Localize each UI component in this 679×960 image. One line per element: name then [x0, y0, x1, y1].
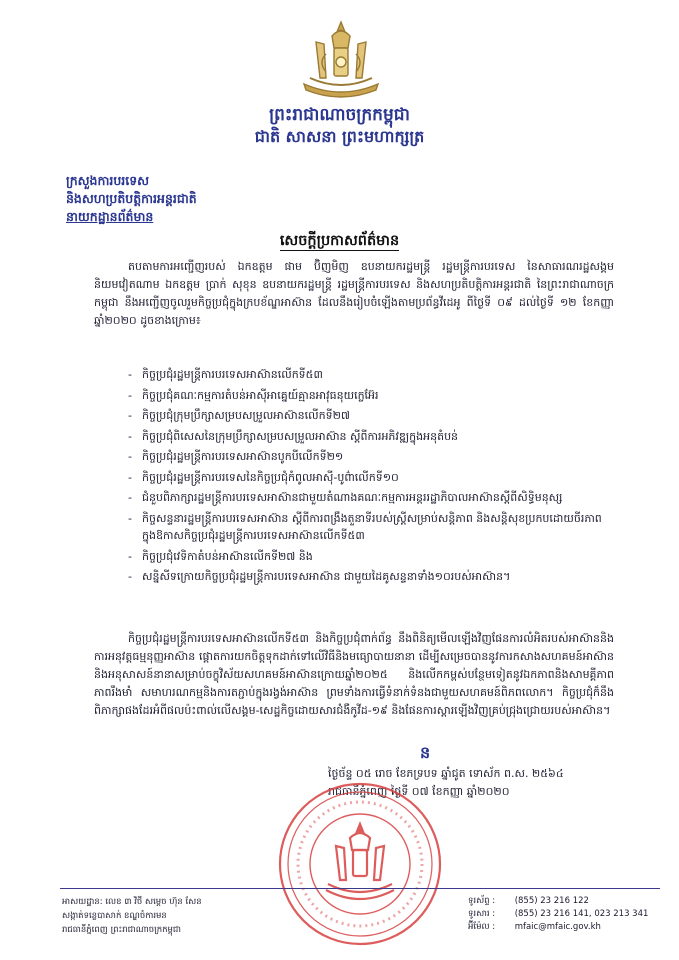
footer-contacts — [468, 895, 648, 934]
phone-value: (855) 23 216 122 — [514, 896, 589, 906]
department-name: នាយកដ្ឋានព័ត៌មាន — [66, 209, 154, 224]
royal-arms-emblem-icon — [296, 18, 386, 100]
email-value[interactable]: mfaic@mfaic.gov.kh — [514, 922, 601, 932]
address-line: សង្កាត់ទន្លេបាសាក់ ខណ្ឌចំការមន — [62, 911, 167, 921]
email-label: អ៊ីម៉ែល : — [468, 922, 496, 932]
document-title-text: សេចក្តីប្រកាសព័ត៌មាន — [279, 232, 400, 249]
address-line: រាជធានីភ្នំពេញ ព្រះរាជាណាចក្រកម្ពុជា — [62, 925, 181, 935]
list-item: - កិច្ចប្រជុំរដ្ឋមន្ត្រីការបរទេសអាស៊ានបូកបីលើកទី២១ — [128, 448, 618, 466]
lunar-date: ថ្ងៃច័ន្ទ ០៥ រោច ខែភទ្របទ ឆ្នាំជូត ទោស័ក ព.ស. ២៥៦៤ — [328, 767, 564, 780]
fax-value: (855) 23 216 141, 023 213 341 — [514, 909, 649, 919]
phone-label: ទូរស័ព្ទ : — [468, 896, 496, 906]
intro-paragraph: តបតាមការអញ្ជើញរបស់ ឯកឧត្តម ផាម ប៊ិញមិញ ឧបនាយករដ្ឋមន្ត្រី រដ្ឋមន្ត្រីការបរទេស នៃសាធារណរដ្ឋសង្គមនិយមវៀតណាម ឯកឧត្តម ប្រាក់ សុខុន ឧបនាយករដ្ឋមន្ត្រី រដ្ឋមន្ត្រីការបរទេស និងសហប្រតិបត្តិការអន្តរជាតិ នៃព្រះរាជាណាចក្រកម្ពុជា នឹងអញ្ជើញចូលរួមកិច្ចប្រជុំក្នុងក្របខ័ណ្ឌអាស៊ាន ដែលនឹងរៀបចំឡើងតាមប្រព័ន្ធវីដេអូ ពីថ្ងៃទី ០៩ ដល់ថ្ងៃទី ១២ ខែកញ្ញា ឆ្នាំ២០២០ ដូចខាងក្រោម៖ — [94, 260, 614, 327]
national-motto: ជាតិ សាសនា ព្រះមហាក្សត្រ — [254, 127, 425, 146]
list-item: - កិច្ចប្រជុំក្រុមប្រឹក្សាសម្របសម្រួលអាស៊ានលើកទី២៧ — [128, 407, 618, 425]
list-item: - ជំនួបពិភាក្សារដ្ឋមន្ត្រីការបរទេសអាស៊ានជាមួយតំណាងគណៈកម្មការអន្តររដ្ឋាភិបាលអាស៊ានស្តីពីសិទ្ធិមនុស្ស — [128, 489, 618, 507]
footer-address — [62, 895, 202, 937]
ministry-name: ក្រសួងការបរទេស — [66, 173, 150, 188]
ministry-name-cont: និងសហប្រតិបត្តិការអន្តរជាតិ — [66, 191, 197, 206]
initial-mark: ន — [420, 743, 431, 762]
solar-date: រាជធានីភ្នំពេញ ថ្ងៃទី ០៧ ខែកញ្ញា ឆ្នាំ២០២០ — [328, 785, 510, 798]
ministry-red-seal-icon — [276, 780, 444, 948]
list-item: - កិច្ចប្រជុំពិសេសនៃក្រុមប្រឹក្សាសម្របសម្រួលអាស៊ាន ស្តីពីការអភិវឌ្ឍក្នុងអនុតំបន់ — [128, 428, 618, 446]
list-item: - កិច្ចប្រជុំរដ្ឋមន្ត្រីការបរទេសនៃកិច្ចប្រជុំកំពូលអាស៊ី-បូព៌ាលើកទី១០ — [128, 469, 618, 487]
list-item: - កិច្ចប្រជុំវេទិកាតំបន់អាស៊ានលើកទី២៧ និង — [128, 548, 618, 566]
meeting-list — [128, 366, 618, 589]
list-item: - កិច្ចប្រជុំរដ្ឋមន្ត្រីការបរទេសអាស៊ានលើកទី៥៣ — [128, 366, 618, 384]
ministry-block — [66, 172, 197, 226]
email-row — [468, 921, 648, 934]
kingdom-title: ព្រះរាជាណាចក្រកម្ពុជា — [269, 105, 410, 125]
document-title — [0, 232, 679, 253]
phone-row — [468, 895, 648, 908]
list-item: - កិច្ចសន្ទនារដ្ឋមន្ត្រីការបរទេសអាស៊ាន ស្តីពីការពង្រឹងតួនាទីរបស់ស្ត្រីសម្រាប់សន្តិភាព និងសន្តិសុខប្រកបដោយចីរភាព ក្នុងឱកាសកិច្ចប្រជុំរដ្ឋមន្ត្រីការបរទេសអាស៊ានលើកទី៥៣ — [128, 510, 618, 545]
fax-label: ទូរសារ : — [468, 909, 496, 919]
second-paragraph: កិច្ចប្រជុំរដ្ឋមន្ត្រីការបរទេសអាស៊ានលើកទី៥៣ និងកិច្ចប្រជុំពាក់ព័ន្ធ នឹងពិនិត្យមើលឡើងវិញផែនការលំអិតរបស់អាស៊ាននិងការអនុវត្តធម្មនុញ្ញអាស៊ាន ផ្តោតការយកចិត្តទុកដាក់ទៅលើវិធីនិងមធ្យោបាយនានា ដើម្បីសម្រេចបាននូវការកសាងសហគមន៍អាស៊ាននិងអនុសាសន៍នានាសម្រាប់ចក្ខុវិស័យសហគមន៍អាស៊ានក្រោយឆ្នាំ២០២៥ និងលើកកម្ពស់បន្ថែមទៀតនូវឯកភាពនិងសាមគ្គីភាព ភាពរឹងមាំ សមាហរណកម្មនិងការតភ្ជាប់ក្នុងរង្វង់អាស៊ាន ព្រមទាំងការធ្វើទំនាក់ទំនងជាមួយសហគមន៍ពិភពលោក។ កិច្ចប្រជុំក៏នឹងពិភាក្សាផងដែរអំពីផលប៉ះពាល់លើសង្គម-សេដ្ឋកិច្ចដោយសារជំងឺកូវីដ-១៩ និងផែនការស្តារឡើងវិញគ្រប់ជ្រុងជ្រោយរបស់អាស៊ាន។ — [94, 632, 614, 717]
list-item: - សន្និសីទក្រោយកិច្ចប្រជុំរដ្ឋមន្ត្រីការបរទេសអាស៊ាន ជាមួយដៃគូសន្ទនាទាំង១០របស់អាស៊ាន។ — [128, 568, 618, 586]
list-item: - កិច្ចប្រជុំគណៈកម្មការតំបន់អាស៊ីអាគ្នេយ៍គ្មានអាវុធនុយក្លេអ៊ែរ — [128, 387, 618, 405]
footer-divider — [60, 888, 660, 889]
fax-row — [468, 908, 648, 921]
address-line: អាសយដ្ឋាន: លេខ ៣ វិថី សម្តេច ហ៊ុន សែន — [62, 897, 202, 907]
